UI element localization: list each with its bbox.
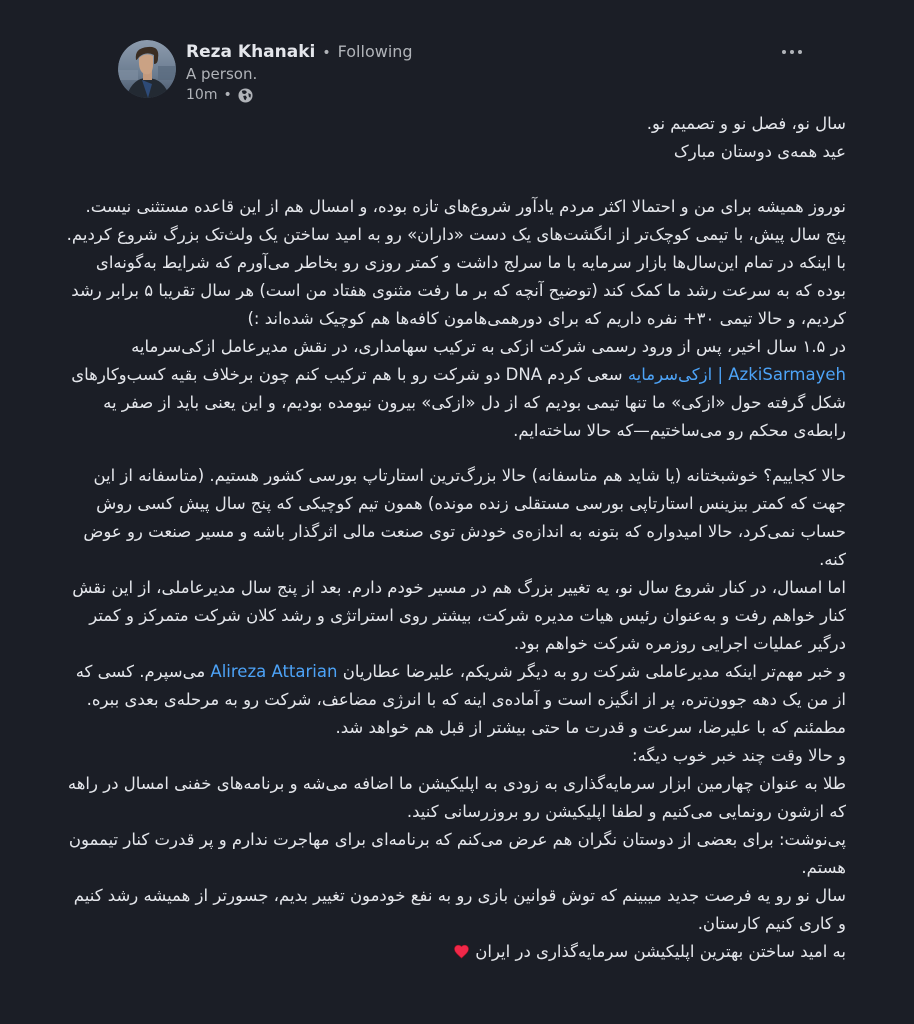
red-heart-emoji <box>453 941 470 958</box>
post-paragraph <box>66 193 846 333</box>
author-name[interactable]: Reza Khanaki <box>186 42 316 62</box>
post-paragraph <box>66 462 846 574</box>
post-paragraph <box>66 770 846 826</box>
post-text: پی‌نوشت: برای بعضی از دوستان نگران هم عرض می‌کنم که برنامه‌ای برای مهاجرت ندارم و پر قدرت کنار تیممون هستم. <box>68 830 846 877</box>
globe-icon <box>238 88 253 103</box>
post-paragraph <box>66 938 846 966</box>
header-dot-separator: • <box>322 45 331 61</box>
post-text: نفره داریم که برای دورهمی‌هامون کافه‌ها هم کوچیک شده‌اند :) <box>247 309 683 328</box>
post-body <box>66 110 846 966</box>
team-size-number: +۳۰ <box>682 309 715 328</box>
avatar-photo <box>118 40 176 98</box>
azkisarmayeh-page-link[interactable]: AzkiSarmayeh | ازکی‌سرمایه <box>627 365 846 384</box>
post-text: عید همه‌ی دوستان مبارک <box>673 142 846 161</box>
ellipsis-icon <box>790 50 794 54</box>
post-paragraph <box>66 882 846 938</box>
post-text: اما امسال، در کنار شروع سال نو، یه تغییر بزرگ هم در مسیر خودم دارم. بعد از پنج سال مدیرعاملی، از این نقش کنار خواهم رفت و به‌عنوان رئیس هیات مدیره شرکت، بیشتر روی استراتژی و رشد کلان شرکت متمرکز و کمتر درگیر عملیات اجرایی روزمره شرکت خواهم بود. <box>72 578 846 653</box>
post-text: نوروز همیشه برای من و احتمالا اکثر مردم یادآور شروع‌های تازه بوده، و امسال هم از این قاعده مستثنی نیست. پنج سال پیش، با تیمی کوچک‌تر از انگشت‌های یک دست «داران» رو به امید ساختن یک ولث‌تک بزرگ شروع کردیم. با اینکه در تمام این‌سال‌ها بازار سرمایه با ما سرلج داشت و کمتر روزی رو بخاطر می‌آورم که شرایط به‌گونه‌ای بوده که به سرعت رشد ما کمک کند (توضیح آنچه که بر ما رفت مثنوی هفتاد من است) هر سال تقریبا ۵ برابر رشد کردیم، و حالا تیمی <box>66 197 846 328</box>
post-text: و حالا وقت چند خبر خوب دیگه: <box>632 746 846 765</box>
following-status[interactable]: Following <box>337 42 413 61</box>
post-text: در ۱.۵ سال اخیر، پس از ورود رسمی شرکت ازکی به ترکیب سهامداری، در نقش مدیرعامل ازکی‌سرمایه <box>131 337 846 356</box>
post-paragraph <box>66 742 846 770</box>
post-text: سال نو رو یه فرصت جدید میبینم که توش قوانین بازی رو به نفع خودمون تغییر بدیم، جسورتر از همیشه رشد کنیم و کاری کنیم کارستان. <box>73 886 846 933</box>
alireza-attarian-profile-link[interactable]: Alireza Attarian <box>210 662 338 681</box>
post-paragraph <box>66 333 846 445</box>
post-text: و خبر مهم‌تر اینکه مدیرعاملی شرکت رو به دیگر شریکم، علیرضا عطاریان <box>337 662 846 681</box>
post-paragraph <box>66 110 846 138</box>
post-text: طلا به عنوان چهارمین ابزار سرمایه‌گذاری به زودی به اپلیکیشن ما اضافه می‌شه و برنامه‌های خفنی امسال در راهه که ازشون رونمایی می‌کنیم و لطفا اپلیکیشن رو بروزرسانی کنید. <box>67 774 846 821</box>
ellipsis-icon <box>782 50 786 54</box>
post-options-button[interactable] <box>772 38 812 66</box>
post-paragraph <box>66 574 846 658</box>
ellipsis-icon <box>798 50 802 54</box>
post-paragraph <box>66 826 846 882</box>
post-text: می‌سپرم. کسی که از من یک دهه جوون‌تره، پر از انگیزه است و آماده‌ی اینه که با انرژی مضاعف، شرکت رو به مرحله‌ی بعدی ببره. مطمئنم که با علیرضا، سرعت و قدرت ما حتی بیشتر از قبل هم خواهد شد. <box>75 662 846 737</box>
post-paragraph <box>66 658 846 742</box>
post-paragraph <box>66 138 846 166</box>
post-text: سال نو، فصل نو و تصمیم نو. <box>646 114 846 133</box>
author-subtitle: A person. <box>186 65 258 83</box>
avatar[interactable] <box>118 40 176 98</box>
post-text: حالا کجاییم؟ خوشبختانه (یا شاید هم متاسفانه) حالا بزرگ‌ترین استارتاپ بورسی کشور هستیم. (متاسفانه از این جهت که کمتر بیزینس استارتاپی بورسی مستقلی زنده مونده) همون تیم کوچیکی که پنج سال پیش کسی روش حساب نمی‌کرد، حالا امیدواره که بتونه به اندازه‌ی خودش توی صنعت مالی اثرگذار باشه و مسیر صنعت رو عوض کنه. <box>83 466 846 569</box>
post-text: به امید ساختن بهترین اپلیکیشن سرمایه‌گذاری در ایران <box>470 942 846 961</box>
post-timestamp[interactable]: 10m <box>186 87 218 103</box>
meta-dot-separator: • <box>223 87 232 103</box>
post-header <box>186 42 413 103</box>
post-text: سعی کردم DNA دو شرکت رو با هم ترکیب کنم چون برخلاف بقیه کسب‌وکارهای شکل گرفته حول «ازکی» ما تنها تیمی بودیم که از دل «ازکی» بیرون نیومده بودیم، و این یعنی باید از صفر یه رابطه‌ی محکم رو می‌ساختیم—که حالا ساخته‌ایم. <box>71 365 846 440</box>
